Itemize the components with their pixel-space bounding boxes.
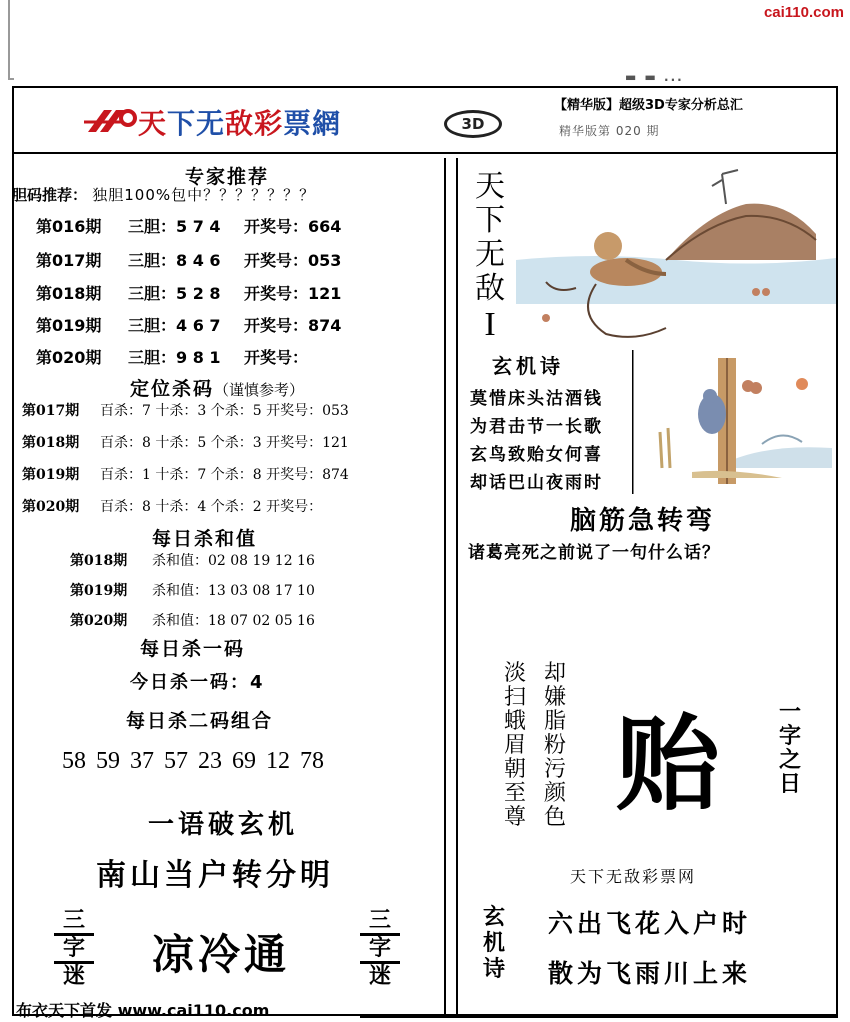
poem-title: 玄机诗 (492, 354, 564, 378)
vcol-char: 污 (543, 757, 566, 782)
logo-char: 敌 (225, 107, 255, 140)
vert-title-char: 天 (475, 169, 505, 204)
logo-char: 天 (138, 107, 168, 140)
dan-draw: 开奖号：874 (244, 316, 342, 335)
dan-value: 三胆：9 8 1 (128, 348, 221, 367)
vcol-char: 色 (543, 805, 566, 830)
dan-period: 第017期 (36, 251, 102, 270)
sha-er-numbers: 58 59 37 57 23 69 12 78 (62, 748, 324, 774)
vert-title-char: 敌 (475, 271, 505, 306)
final-line: 散为飞雨川上来 (548, 959, 752, 988)
hezhi-row (70, 550, 315, 570)
hezhi-period: 第018期 (70, 553, 128, 569)
sanzi-answer: 凉冷通 (152, 930, 291, 979)
yizi-char: 日 (778, 771, 801, 797)
vertical-col-left (502, 662, 528, 830)
sanzi-char: 字 (54, 936, 94, 964)
hezhi-period: 第019期 (70, 583, 128, 599)
xjs-char: 玄 (482, 904, 505, 930)
dan-row (36, 214, 341, 237)
header (14, 88, 836, 154)
vcol-char: 却 (543, 661, 566, 686)
vcol-char: 至 (503, 781, 526, 806)
hezhi-title: 每日杀和值 (152, 528, 258, 550)
logo-char: 彩 (254, 107, 284, 140)
dan-period: 第020期 (36, 348, 102, 367)
logo-char: 票 (283, 107, 313, 140)
sanzi-char: 迷 (368, 963, 391, 989)
hezhi-period: 第020期 (70, 613, 128, 629)
brain-question: 诸葛亮死之前说了一句什么话？ (468, 543, 720, 563)
vcol-char: 脂 (543, 709, 566, 734)
vertical-col-right (542, 662, 568, 830)
vcol-char: 朝 (503, 757, 526, 782)
dingwei-row (22, 400, 349, 420)
issue-number: 精华版第 020 期 (559, 124, 660, 138)
dan-period: 第016期 (36, 217, 102, 236)
badge-3d: 3D (444, 110, 502, 138)
sanzi-char: 三 (54, 908, 94, 936)
hezhi-text: 杀和值：13 03 08 17 10 (152, 583, 315, 599)
yizi-char: 之 (778, 747, 801, 773)
logo-char: 无 (196, 107, 226, 140)
dingwei-text: 百杀：1 十杀：7 个杀：8 开奖号：874 (100, 467, 349, 483)
dingwei-text: 百杀：8 十杀：5 个杀：3 开奖号：121 (100, 435, 349, 451)
dan-value: 三胆：8 4 6 (128, 251, 221, 270)
hezhi-row (70, 610, 315, 630)
dingwei-period: 第020期 (22, 499, 80, 515)
sanzi-label-left (54, 908, 94, 989)
brand-name: 天下无敌彩票网 (570, 867, 697, 886)
vcol-char: 尊 (503, 805, 526, 830)
vert-title-char: 下 (475, 203, 505, 238)
dingwei-note: （谨慎参考） (214, 381, 305, 399)
yizi-label (768, 700, 812, 796)
dan-value: 三胆：5 2 8 (128, 284, 221, 303)
dingwei-row (22, 432, 349, 452)
sanzi-char: 三 (360, 908, 400, 936)
yiyu-title: 一语破玄机 (148, 810, 299, 840)
dan-period: 第019期 (36, 316, 102, 335)
sha-er-title: 每日杀二码组合 (126, 710, 274, 732)
corner-mark (8, 0, 14, 80)
yiyu-text: 南山当户转分明 (96, 858, 334, 893)
xjs-label (476, 904, 512, 982)
dingwei-text: 百杀：8 十杀：4 个杀：2 开奖号： (100, 499, 323, 515)
dan-row (36, 345, 308, 368)
dm-text: 独胆100%包中？？？？？？？ (92, 186, 316, 204)
yizi-char: 字 (778, 723, 801, 749)
expert-title: 专家推荐 (185, 166, 270, 188)
vcol-char: 扫 (503, 685, 526, 710)
dan-row (36, 281, 341, 304)
big-character: 贻 (616, 702, 721, 825)
xjs-char: 机 (482, 930, 505, 956)
top-dash: ▬ ▬ ... (625, 70, 684, 84)
dan-draw: 开奖号：664 (244, 217, 342, 236)
vert-roman: I (484, 306, 496, 343)
poem-line: 却话巴山夜雨时 (470, 473, 603, 493)
dan-draw: 开奖号： (244, 348, 309, 367)
yizi-char: 一 (778, 699, 801, 725)
dingwei-period: 第018期 (22, 435, 80, 451)
footer-text[interactable]: 布衣天下首发 www.cai110.com (16, 1001, 270, 1020)
xjs-char: 诗 (482, 956, 505, 982)
poem-line: 莫惜床头沽酒钱 (470, 389, 603, 409)
logo-char: 下 (167, 107, 197, 140)
hezhi-text: 杀和值：18 07 02 05 16 (152, 613, 315, 629)
dingwei-title (130, 374, 304, 401)
final-line: 六出飞花入户时 (548, 909, 752, 938)
logo-char: 網 (312, 107, 342, 140)
sanzi-char: 字 (360, 936, 400, 964)
poem-line: 为君击节一长歌 (470, 417, 603, 437)
logo-mark-icon (82, 104, 140, 138)
vcol-char: 眉 (503, 733, 526, 758)
sanzi-char: 迷 (62, 963, 85, 989)
dingwei-period: 第019期 (22, 467, 80, 483)
dm-label: 胆码推荐： (12, 186, 88, 204)
dingwei-title-text: 定位杀码 (130, 378, 215, 400)
vcol-char: 颜 (543, 781, 566, 806)
edition-title: 【精华版】超级3D专家分析总汇 (554, 98, 743, 113)
monkey-illustration (516, 164, 836, 344)
dan-draw: 开奖号：053 (244, 251, 342, 270)
vcol-char: 粉 (543, 733, 566, 758)
dan-value: 三胆：4 6 7 (128, 316, 221, 335)
dan-value: 三胆：5 7 4 (128, 217, 221, 236)
dingwei-period: 第017期 (22, 403, 80, 419)
hezhi-row (70, 580, 315, 600)
tree-illustration (632, 348, 832, 496)
dan-row (36, 248, 341, 271)
dm-line (12, 184, 315, 205)
logo-text (138, 102, 341, 142)
dan-row (36, 313, 341, 336)
dingwei-text: 百杀：7 十杀：3 个杀：5 开奖号：053 (100, 403, 349, 419)
dan-draw: 开奖号：121 (244, 284, 342, 303)
brain-title: 脑筋急转弯 (570, 506, 716, 536)
vert-title-char: 无 (475, 237, 505, 272)
dingwei-row (22, 464, 349, 484)
dingwei-row (22, 496, 322, 516)
vcol-char: 嫌 (543, 685, 566, 710)
sha-yi-title: 每日杀一码 (140, 638, 246, 660)
sanzi-label-right (360, 908, 400, 989)
dan-period: 第018期 (36, 284, 102, 303)
hezhi-text: 杀和值：02 08 19 12 16 (152, 553, 315, 569)
vcol-char: 蛾 (503, 709, 526, 734)
vcol-char: 淡 (503, 661, 526, 686)
site-url[interactable]: cai110.com (763, 4, 844, 21)
sha-yi-text: 今日杀一码：4 (130, 672, 265, 693)
poem-line: 玄鸟致贻女何喜 (470, 445, 603, 465)
vert-title (470, 170, 510, 344)
